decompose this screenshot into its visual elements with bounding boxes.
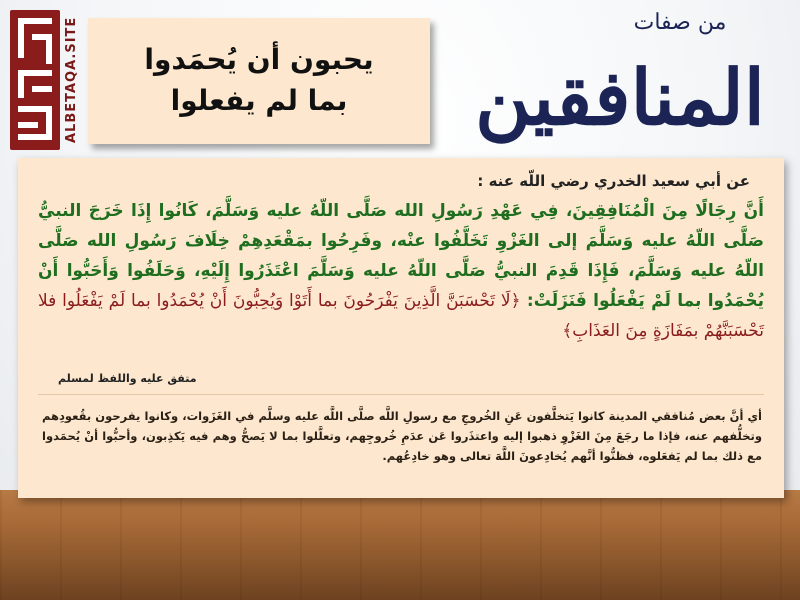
quran-verse: ﴿لَا تَحْسَبَنَّ الَّذِينَ يَفْرَحُونَ بما أَتَوْا وَيُحِبُّونَ أَنْ يُحْمَدُوا بما لَمْ يَفْعَلُوا فلا تَحْسَبَنَّهُمْ بمَفَازَةٍ مِنَ العَذَابِ﴾ bbox=[38, 291, 764, 341]
logo-mark-icon bbox=[10, 10, 60, 150]
narrator-line: عن أبي سعيد الخدري رضي اللّه عنه : bbox=[477, 172, 750, 190]
content-panel bbox=[18, 158, 784, 498]
title-prefix: من صفات bbox=[633, 10, 727, 35]
divider bbox=[38, 394, 764, 395]
headline-line-1: يحبون أن يُحمَدوا bbox=[144, 43, 374, 77]
hadith-text bbox=[38, 196, 764, 346]
headline-box bbox=[88, 18, 430, 144]
explanation-text: أي أنَّ بعض مُنافقي المدينة كانوا يَتخلَّفون عَنِ الخُروجِ مع رسولِ اللَّه صلَّى اللَّه عليه وسلَّم في الغَزَوات، وكانوا يفرحون بقُعودِهم وتخلُّفهم عنه، فإذا ما رجَعَ مِنَ الغَزْوِ ذهبوا إليه واعتذَروا عَن عدَمِ خُروجِهم، وتعلَّلوا بما لا يَصحُّ وهم فيه يَكذِبون، وأحبُّوا أنْ يُحمَدوا مع ذلك بما لم يَفعَلوه، فظنُّوا أنَّهم يُخادِعونَ اللَّهَ تعالى وهو خادِعُهم. bbox=[42, 409, 762, 463]
logo-site-text: ALBETAQA.SITE bbox=[64, 16, 79, 144]
hadith-reference: متفق عليه واللفظ لمسلم bbox=[58, 372, 197, 385]
hadith-body: أَنَّ رِجَالًا مِنَ الْمُنَافِقِينَ، فِي عَهْدِ رَسُولِ الله صَلَّى اللّهُ عليه وَسَلَّمَ، كَانُوا إِذَا خَرَجَ النبيُّ صَلَّى اللّهُ عليه وَسَلَّمَ إلى الغَزْوِ تَخَلَّفُوا عنْه، وفَرِحُوا بمَقْعَدِهِمْ خِلَافَ رَسُولِ الله صَلَّى اللّهُ عليه وَسَلَّمَ، فَإِذَا قَدِمَ النبيُّ صَلَّى اللّهُ عليه وَسَلَّمَ اعْتَذَرُوا إِلَيْهِ، وَحَلَفُوا وَأَحَبُّوا أَنْ يُحْمَدُوا بما لَمْ يَفْعَلُوا bbox=[38, 201, 764, 311]
hadith-revelation: فَنَزَلَتْ: bbox=[520, 291, 594, 311]
page-title: المنافقين bbox=[475, 53, 765, 142]
headline-line-2: بما لم يفعلوا bbox=[170, 84, 348, 117]
site-logo bbox=[10, 10, 85, 150]
wood-floor bbox=[0, 490, 800, 600]
